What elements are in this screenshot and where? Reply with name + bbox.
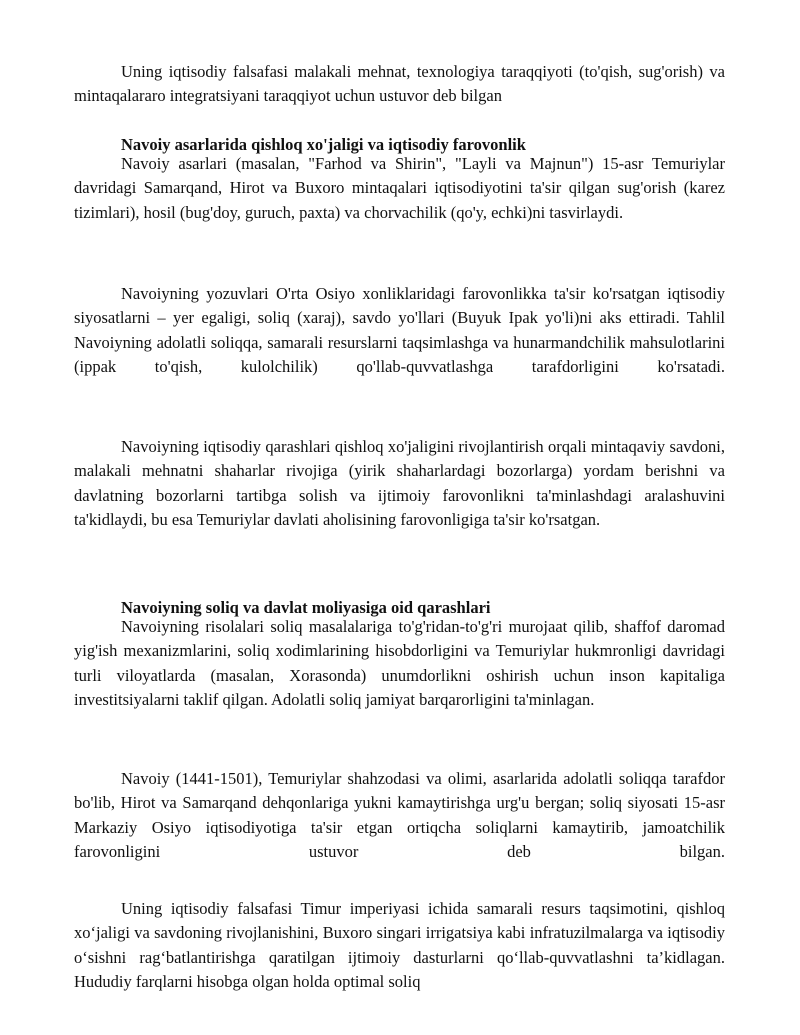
- paragraph-text: Navoiy asarlari (masalan, "Farhod va Shirin", "Layli va Majnun") 15-asr Temuriylar davridagi Samarqand, Hirot va Buxoro mintaqalari iqtisodiyotini ta'sir qilgan sug'orish (karez tizimlari), hosil (bug'doy, guruch, paxta) va chorvachilik (qo'y, echki)ni tasvirlaydi.: [74, 154, 725, 222]
- paragraph-navoiy-biography: [74, 767, 725, 864]
- section-heading-tax: Navoiyning soliq va davlat moliyasiga oid qarashlari: [121, 598, 491, 617]
- paragraph-text: Uning iqtisodiy falsafasi malakali mehnat, texnologiya taraqqiyoti (to'qish, sug'orish) va mintaqalararo integratsiyani taraqqiyot uchun ustuvor deb bilgan: [74, 62, 725, 106]
- paragraph-works-description: [74, 152, 725, 225]
- paragraph-economic-views: [74, 435, 725, 532]
- paragraph-philosophy: [74, 897, 725, 994]
- paragraph-text: Navoiyning iqtisodiy qarashlari qishloq xo'jaligini rivojlantirish orqali mintaqaviy savdoni, malakali mehnatni shaharlar rivojiga (yirik shaharlardagi bozorlarga) yordam berishni va davlatning bozorlarni tartibga solish va ijtimoiy farovonlikni ta'minlashdagi aralashuvini ta'kidlaydi, bu esa Temuriylar davlati aholisining farovonligiga ta'sir ko'rsatgan.: [74, 437, 725, 529]
- paragraph-text: Navoiy (1441-1501), Temuriylar shahzodasi va olimi, asarlarida adolatli soliqqa tarafdor bo'lib, Hirot va Samarqand dehqonlariga yukni kamaytirishga urg'u bergan; soliq siyosati 15-asr Markaziy Osiyo iqtisodiyotiga ta'sir etgan ortiqcha soliqlarni kamaytirib, jamoatchilik farovonligini ustuvor deb bilgan.: [74, 769, 725, 861]
- section-heading-agriculture: Navoiy asarlarida qishloq xo'jaligi va iqtisodiy farovonlik: [121, 135, 526, 154]
- paragraph-economic-policies: [74, 282, 725, 379]
- paragraph-text: Navoiyning risolalari soliq masalalariga to'g'ridan-to'g'ri murojaat qilib, shaffof daromad yig'ish mexanizmlarini, soliq xodimlarining hisobdorligini va Temuriylar hukmronligi davridagi turli viloyatlarda (masalan, Xorasonda) unumdorlikni oshirish uchun inson kapitaliga investitsiyalarni taklif qilgan. Adolatli soliq jamiyat barqarorligini ta'minlagan.: [74, 617, 725, 709]
- paragraph-intro: [74, 60, 725, 109]
- paragraph-text: Uning iqtisodiy falsafasi Timur imperiyasi ichida samarali resurs taqsimotini, qishloq xo‘jaligi va savdoning rivojlanishini, Buxoro singari irrigatsiya kabi infratuzilmalarga va iqtisodiy o‘sishni rag‘batlantirishga qaratilgan ijtimoiy dasturlarni qo‘llab-quvvatlashni ta’kidlagan. Hududiy farqlarni hisobga olgan holda optimal soliq: [74, 899, 725, 991]
- paragraph-treatises: [74, 615, 725, 712]
- paragraph-text: Navoiyning yozuvlari O'rta Osiyo xonliklaridagi farovonlikka ta'sir ko'rsatgan iqtisodiy siyosatlarni – yer egaligi, soliq (xaraj), savdo yo'llari (Buyuk Ipak yo'li)ni aks ettiradi. Tahlil Navoiyning adolatli soliqqa, samarali resurslarni taqsimlashga va hunarmandchilik mahsulotlarini (ippak to'qish, kulolchilik) qo'llab-quvvatlashga tarafdorligini ko'rsatadi.: [74, 284, 725, 376]
